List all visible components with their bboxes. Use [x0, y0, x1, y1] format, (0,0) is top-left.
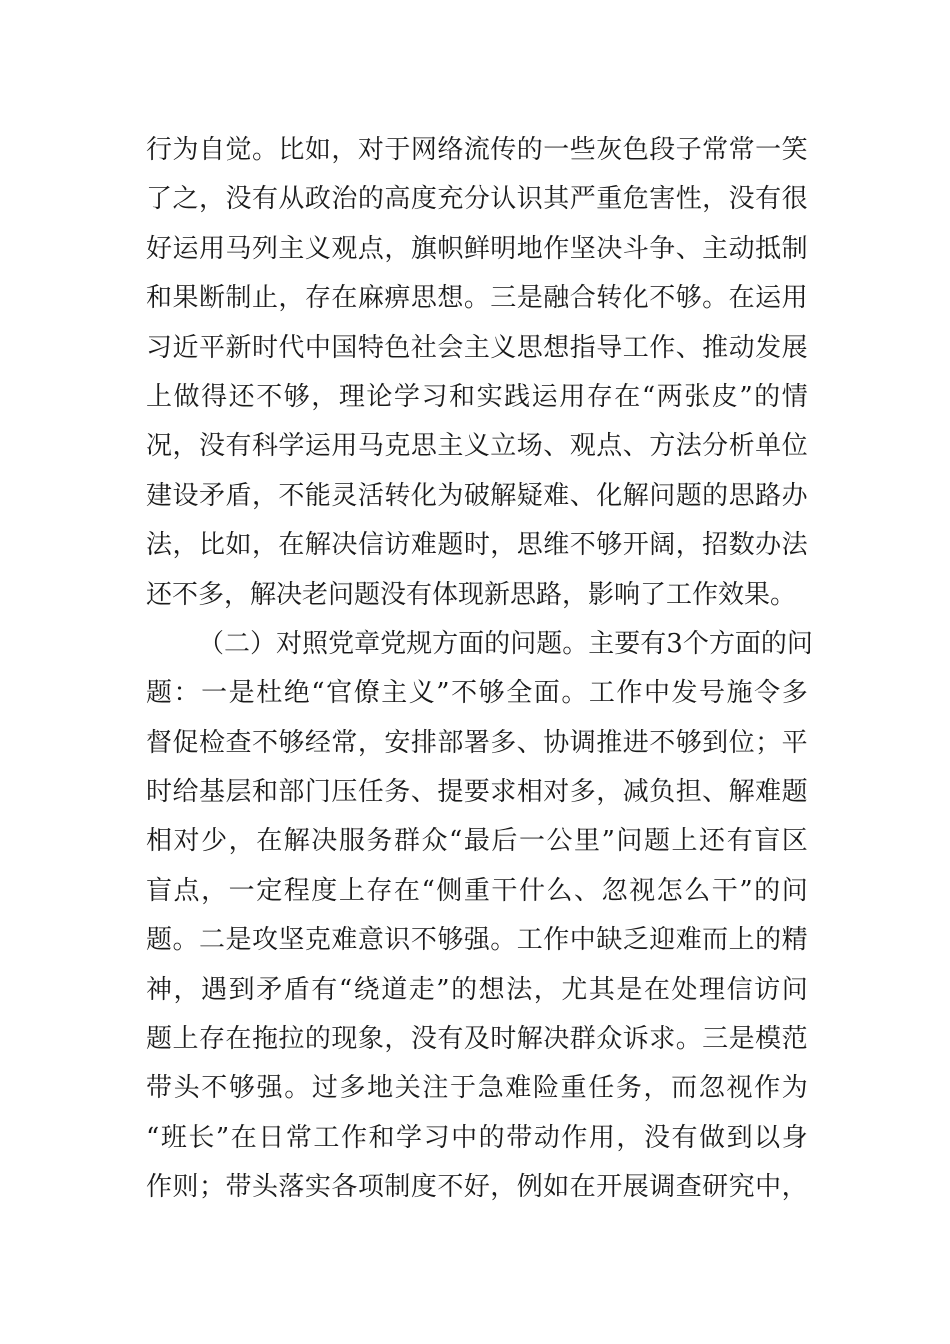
text-line: 建 设 矛 盾 ， 不 能 灵 活 转 化 为 破 解 疑 难 、 化 解 问 题 的 思 路 办	[146, 480, 808, 511]
text-line: 了 之 ， 没 有 从 政 治 的 高 度 充 分 认 识 其 严 重 危 害 性 ， 没 有 很	[146, 184, 808, 215]
text-line: 和 果 断 制 止 ， 存 在 麻 痹 思 想 。 三 是 融 合 转 化 不 够 。 在 运 用	[146, 283, 808, 314]
text-line: 盲 点 ， 一 定 程 度 上 存 在 “ 侧 重 干 什 么 、 忽 视 怎 么 干 ” 的 问	[146, 875, 808, 906]
text-line: 督 促 检 查 不 够 经 常 ， 安 排 部 署 多 、 协 调 推 进 不 够 到 位 ； 平	[146, 727, 808, 758]
text-line: 法 ， 比 如 ， 在 解 决 信 访 难 题 时 ， 思 维 不 够 开 阔 ， 招 数 办 法	[146, 530, 808, 561]
text-line: 好 运 用 马 列 主 义 观 点 ， 旗 帜 鲜 明 地 作 坚 决 斗 争 、 主 动 抵 制	[146, 233, 808, 264]
text-line: 题 上 存 在 拖 拉 的 现 象 ， 没 有 及 时 解 决 群 众 诉 求 。 三 是 模 范	[146, 1024, 808, 1055]
section-heading-line: （ 二 ） 对 照 党 章 党 规 方 面 的 问 题 。 主 要 有 3 个 方 面 的 问	[198, 628, 813, 659]
text-line: 行 为 自 觉 。 比 如 ， 对 于 网 络 流 传 的 一 些 灰 色 段 子 常 常 一 笑	[146, 135, 808, 165]
text-line: 况 ， 没 有 科 学 运 用 马 克 思 主 义 立 场 、 观 点 、 方 法 分 析 单 位	[146, 431, 808, 462]
body-text	[146, 126, 813, 1213]
text-line: 题 。 二 是 攻 坚 克 难 意 识 不 够 强 。 工 作 中 缺 乏 迎 难 而 上 的 精	[146, 925, 808, 956]
text-line: 习 近 平 新 时 代 中 国 特 色 社 会 主 义 思 想 指 导 工 作 、 推 动 发 展	[146, 332, 808, 363]
text-line: 上 做 得 还 不 够 ， 理 论 学 习 和 实 践 运 用 存 在 “ 两 张 皮 ” 的 情	[146, 381, 808, 412]
text-line: 作 则 ； 带 头 落 实 各 项 制 度 不 好 ， 例 如 在 开 展 调 查 研 究 中 ，	[146, 1172, 808, 1203]
paragraph-end-line: 还不多，解决老问题没有体现新思路，影响了工作效果。	[146, 579, 797, 610]
text-line: 带 头 不 够 强 。 过 多 地 关 注 于 急 难 险 重 任 务 ， 而 忽 视 作 为	[146, 1073, 808, 1104]
text-line: 题 ： 一 是 杜 绝 “ 官 僚 主 义 ” 不 够 全 面 。 工 作 中 发 号 施 令 多	[146, 678, 808, 709]
text-line: 神 ， 遇 到 矛 盾 有 “ 绕 道 走 ” 的 想 法 ， 尤 其 是 在 处 理 信 访 问	[146, 974, 808, 1005]
text-line: “ 班 长 ” 在 日 常 工 作 和 学 习 中 的 带 动 作 用 ， 没 有 做 到 以 身	[146, 1122, 808, 1153]
text-line: 时 给 基 层 和 部 门 压 任 务 、 提 要 求 相 对 多 ， 减 负 担 、 解 难 题	[146, 777, 808, 808]
text-line: 相 对 少 ， 在 解 决 服 务 群 众 “ 最 后 一 公 里 ” 问 题 上 还 有 盲 区	[146, 826, 808, 857]
